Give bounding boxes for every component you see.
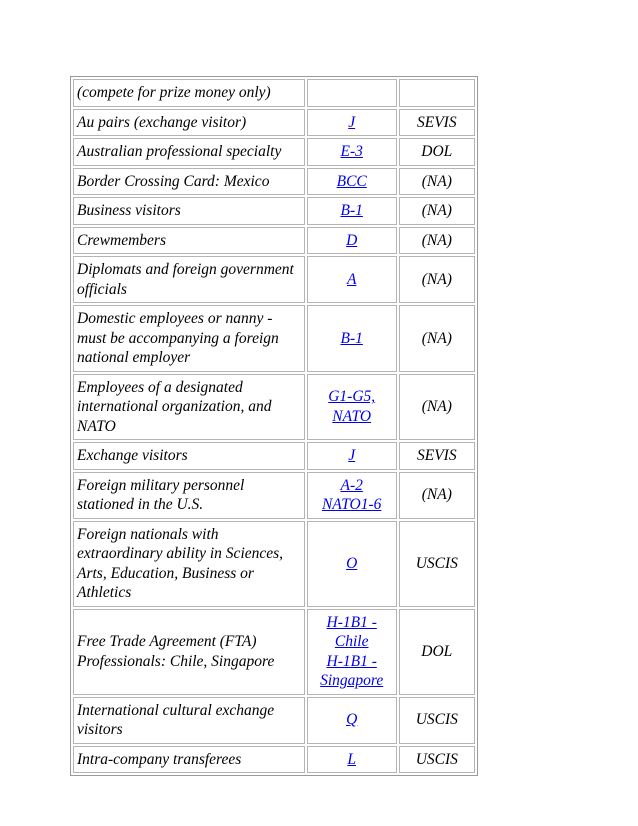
visitor-category-cell: Domestic employees or nanny - must be accompanying a foreign national employer bbox=[73, 305, 305, 372]
table-row bbox=[73, 697, 475, 744]
visa-type-cell bbox=[307, 138, 397, 166]
table-row bbox=[73, 521, 475, 607]
agency-cell: (NA) bbox=[399, 227, 475, 255]
visa-type-link[interactable]: L bbox=[347, 750, 356, 768]
visa-type-cell bbox=[307, 256, 397, 303]
visa-type-cell bbox=[307, 305, 397, 372]
visitor-category-cell: Foreign nationals with extraordinary ability in Sciences, Arts, Education, Business or Athletics bbox=[73, 521, 305, 607]
agency-cell: DOL bbox=[399, 609, 475, 695]
table-row bbox=[73, 609, 475, 695]
table-row bbox=[73, 168, 475, 196]
visitor-category-cell: (compete for prize money only) bbox=[73, 79, 305, 107]
agency-cell: USCIS bbox=[399, 746, 475, 774]
visa-type-link[interactable]: NATO1-6 bbox=[321, 496, 382, 513]
visa-type-link[interactable]: H-1B1 - Singapore bbox=[320, 652, 384, 689]
table-row bbox=[73, 197, 475, 225]
visitor-category-cell: Employees of a designated international organization, and NATO bbox=[73, 374, 305, 441]
visa-type-link[interactable]: J bbox=[348, 447, 356, 464]
agency-cell: (NA) bbox=[399, 305, 475, 372]
visitor-category-cell: Australian professional specialty bbox=[73, 138, 305, 166]
visa-type-link[interactable]: E-3 bbox=[340, 143, 363, 160]
visa-type-link[interactable]: BCC bbox=[336, 172, 367, 190]
visitor-category-cell: Diplomats and foreign government officials bbox=[73, 256, 305, 303]
visa-type-cell bbox=[307, 374, 397, 441]
table-row bbox=[73, 79, 475, 107]
table-row bbox=[73, 227, 475, 255]
visa-type-cell bbox=[307, 227, 397, 255]
agency-cell: (NA) bbox=[399, 168, 475, 196]
table-row bbox=[73, 305, 475, 372]
visa-type-cell bbox=[307, 168, 397, 196]
agency-cell: (NA) bbox=[399, 256, 475, 303]
visa-type-link[interactable]: A bbox=[346, 270, 357, 288]
visa-type-link[interactable]: B-1 bbox=[340, 202, 363, 219]
agency-cell: (NA) bbox=[399, 472, 475, 519]
visa-type-link[interactable]: Q bbox=[346, 711, 358, 729]
visa-type-link[interactable]: D bbox=[346, 231, 358, 249]
visa-type-link[interactable]: G1-G5, NATO bbox=[328, 388, 376, 425]
visitor-category-cell: Intra-company transferees bbox=[73, 746, 305, 774]
visa-type-cell bbox=[307, 109, 397, 137]
visa-type-link[interactable]: O bbox=[346, 554, 358, 572]
agency-cell: USCIS bbox=[399, 521, 475, 607]
visitor-category-cell: Free Trade Agreement (FTA) Professionals: Chile, Singapore bbox=[73, 609, 305, 695]
visitor-category-cell: Business visitors bbox=[73, 197, 305, 225]
visa-category-table bbox=[70, 76, 478, 776]
agency-cell: USCIS bbox=[399, 697, 475, 744]
visitor-category-cell: International cultural exchange visitors bbox=[73, 697, 305, 744]
table-body bbox=[73, 79, 475, 773]
visa-type-cell bbox=[307, 442, 397, 470]
agency-cell: (NA) bbox=[399, 197, 475, 225]
table-row bbox=[73, 472, 475, 519]
visitor-category-cell: Au pairs (exchange visitor) bbox=[73, 109, 305, 137]
visa-type-link[interactable]: J bbox=[348, 113, 356, 131]
agency-cell: DOL bbox=[399, 138, 475, 166]
table-row bbox=[73, 109, 475, 137]
table-row bbox=[73, 374, 475, 441]
visa-type-link[interactable]: H-1B1 - Chile bbox=[326, 613, 377, 650]
visa-type-cell bbox=[307, 521, 397, 607]
visitor-category-cell: Crewmembers bbox=[73, 227, 305, 255]
visa-type-link[interactable]: B-1 bbox=[340, 329, 363, 347]
visa-type-cell bbox=[307, 472, 397, 519]
agency-cell: (NA) bbox=[399, 374, 475, 441]
agency-cell bbox=[399, 79, 475, 107]
table-row bbox=[73, 746, 475, 774]
agency-cell: SEVIS bbox=[399, 109, 475, 137]
visa-type-cell bbox=[307, 746, 397, 774]
visa-type-cell bbox=[307, 697, 397, 744]
visitor-category-cell: Border Crossing Card: Mexico bbox=[73, 168, 305, 196]
table-row bbox=[73, 442, 475, 470]
table-row bbox=[73, 256, 475, 303]
table-row bbox=[73, 138, 475, 166]
visitor-category-cell: Exchange visitors bbox=[73, 442, 305, 470]
visa-type-link[interactable]: A-2 bbox=[340, 476, 363, 494]
visa-type-cell bbox=[307, 197, 397, 225]
visa-type-cell bbox=[307, 609, 397, 695]
visa-type-cell bbox=[307, 79, 397, 107]
agency-cell: SEVIS bbox=[399, 442, 475, 470]
visitor-category-cell: Foreign military personnel stationed in the U.S. bbox=[73, 472, 305, 519]
